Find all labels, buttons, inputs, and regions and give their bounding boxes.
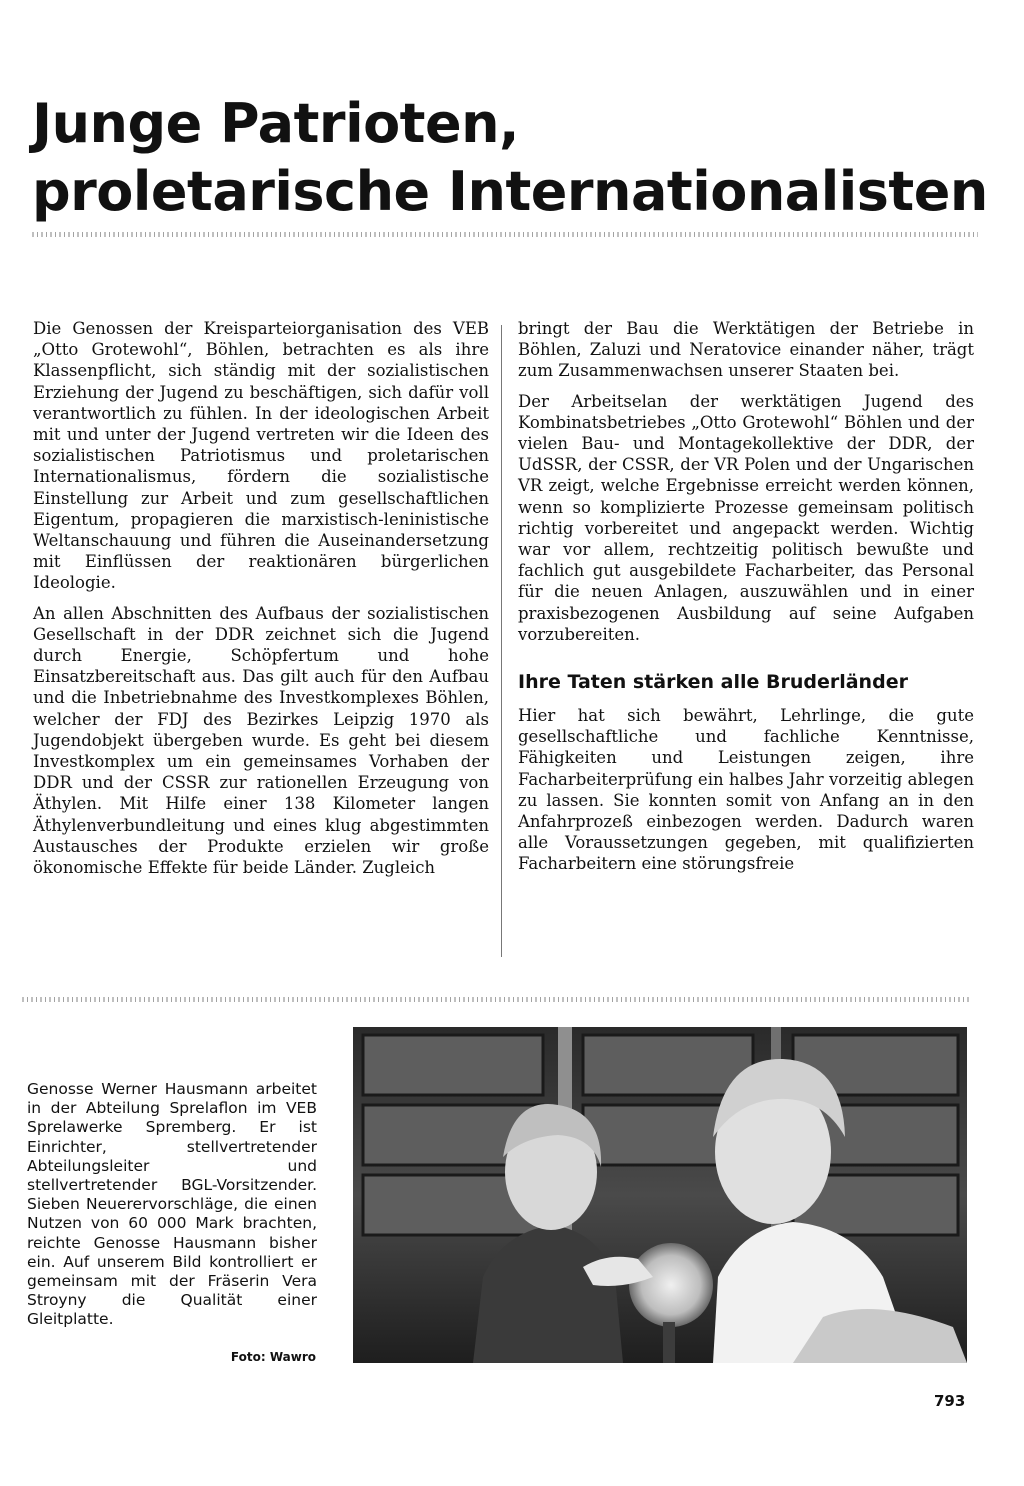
- left-text-column: [33, 318, 489, 887]
- headline-line-2: proletarische Internationalisten: [32, 160, 988, 223]
- paragraph: Die Genossen der Kreisparteiorganisation des VEB „Otto Grotewohl“, Böhlen, betrachten es als ihre Klassenpflicht, sich ständig mit der sozialistischen Erziehung der Jugend zu beschäftigen, sich dafür voll verantwortlich zu fühlen. In der ideologischen Arbeit mit und unter der Jugend vertreten wir die Ideen des sozialistischen Patriotismus und proletarischen Internationalismus, fördern die sozialistische Einstellung zur Arbeit und zum gesellschaftlichen Eigentum, propagieren die marxistisch-leninistische Weltanschauung und führen die Auseinandersetzung mit Einflüssen der reaktionären bürgerlichen Ideologie.: [33, 319, 489, 593]
- page-number: 793: [934, 1392, 966, 1410]
- paragraph: An allen Abschnitten des Aufbaus der sozialistischen Gesellschaft in der DDR zeichnet sich die Jugend durch Energie, Schöpfertum und hohe Einsatzbereitschaft aus. Das gilt auch für den Aufbau und die Inbetriebnahme des Investkomplexes Böhlen, welcher der FDJ des Bezirkes Leipzig 1970 als Jugendobjekt übergeben wurde. Es geht bei diesem Investkomplex um ein gemeinsames Vorhaben der DDR und der CSSR zur rationellen Erzeugung von Äthylen. Mit Hilfe einer 138 Kilometer langen Äthylenverbundleitung und eines klug abgestimmten Austausches der Produkte erzielen wir große ökonomische Effekte für beide Länder. Zugleich: [33, 603, 489, 878]
- paragraph: Der Arbeitselan der werktätigen Jugend des Kombinatsbetriebes „Otto Grotewohl“ Böhlen und der vielen Bau- und Montagekollektive der DDR, der UdSSR, der CSSR, der VR Polen und der Ungarischen VR zeigt, welche Ergebnisse erreicht werden können, wenn so komplizierte Prozesse gemeinsam politisch richtig vorbereitet und angepackt werden. Wichtig war vor allem, rechtzeitig politisch bewußte und fachlich gut ausgebildete Facharbeiter, das Personal für die neuen Anlagen, auszuwählen und in einer praxisbezogenen Ausbildung auf seine Aufgaben vorzubereiten.: [518, 391, 974, 644]
- headline-line-1: Junge Patrioten,: [32, 92, 520, 155]
- photo: [353, 1027, 967, 1363]
- column-divider: [501, 325, 502, 957]
- paragraph: bringt der Bau die Werktätigen der Betriebe in Böhlen, Zaluzi und Neratovice einander näher, trägt zum Zusammenwachsen unserer Staaten bei.: [518, 319, 974, 381]
- paragraph: Hier hat sich bewährt, Lehrlinge, die gute gesellschaftliche und fachliche Kenntnisse, Fähigkeiten und Leistungen zeigen, ihre Facharbeiterprüfung ein halbes Jahr vorzeitig ablegen zu lassen. Sie konnten somit von Anfang an in den Anfahrprozeß einbezogen werden. Dadurch waren alle Voraussetzungen gegeben, mit qualifizierten Facharbeitern eine störungsfreie: [518, 706, 974, 874]
- top-divider-rule: [32, 232, 978, 237]
- headline: [32, 90, 992, 226]
- photo-caption: Genosse Werner Hausmann arbeitet in der Abteilung Sprelaflon im VEB Sprelawerke Spremberg. Er ist Einrichter, stellvertretender Abteilungsleiter und stellvertretender BGL-Vorsitzender. Sieben Neuerervorschläge, die einen Nutzen von 60 000 Mark brachten, reichte Genosse Hausmann bisher ein. Auf unserem Bild kontrolliert er gemeinsam mit der Fräserin Vera Stroyny die Qualität einer Gleitplatte.: [27, 1080, 317, 1329]
- photo-illustration: [353, 1027, 967, 1363]
- middle-divider-rule: [22, 997, 972, 1002]
- photo-credit: Foto: Wawro: [230, 1350, 316, 1364]
- right-text-column: [518, 318, 974, 884]
- section-subheading: Ihre Taten stärken alle Bruderländer: [518, 671, 908, 694]
